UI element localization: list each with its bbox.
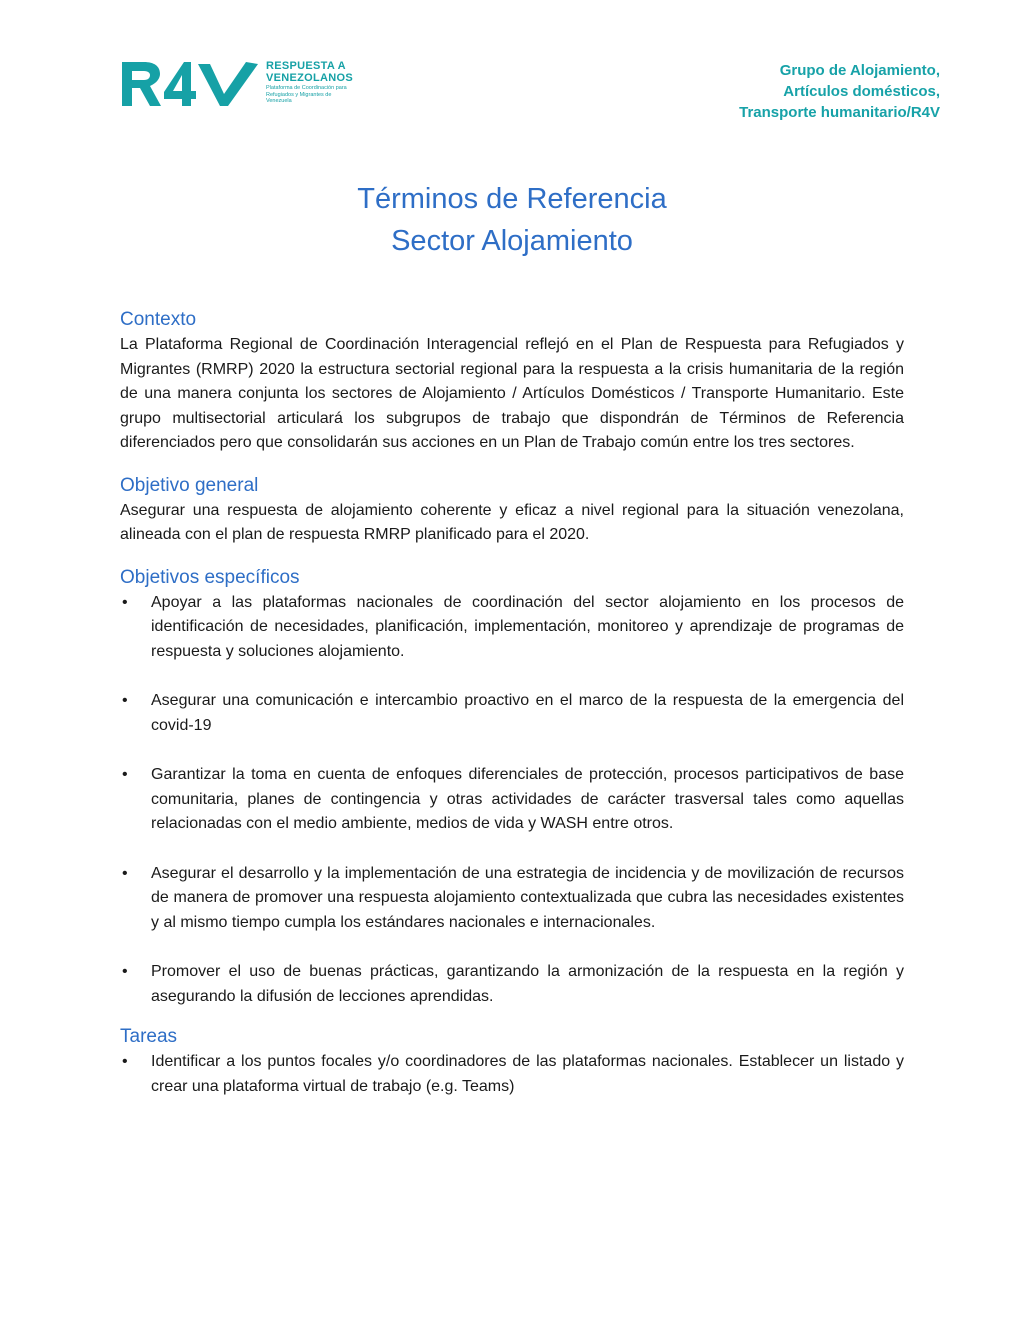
section-heading: Tareas — [120, 1026, 178, 1047]
bullet-icon: • — [122, 593, 128, 611]
list-item: • Garantizar la toma en cuenta de enfoques diferenciales de protección, procesos participativos de base comunitaria, planes de contingencia y otras actividades de carácter trasversal tales como aquellas relacionadas con el medio ambiente, medios de vida y WASH entre otros. — [120, 763, 904, 837]
section-heading: Objetivo general — [120, 474, 259, 496]
section-paragraph: La Plataforma Regional de Coordinación Interagencial reflejó en el Plan de Respuesta para Refugiados y Migrantes (RMRP) 2020 la estructura sectorial regional para la respuesta a la crisis humanitaria de la región de una manera conjunta los sectores de Alojamiento / Artículos Domésticos / Transporte Humanitario. Este grupo multisectorial articulará los subgrupos de trabajo que dispondrán de Términos de Referencia diferenciados pero que consolidarán sus acciones en un Plan de Trabajo común entre los tres sectores. — [120, 336, 904, 451]
section-tareas — [120, 1023, 904, 1099]
r4v-logo-mark-icon — [120, 58, 260, 110]
document-body — [120, 306, 904, 1124]
title-line-2: Sector Alojamiento — [391, 225, 633, 257]
header-line-1: Grupo de Alojamiento, — [779, 62, 940, 79]
section-heading: Contexto — [120, 309, 197, 330]
header-line-3: Transporte humanitario/R4V — [739, 104, 940, 121]
r4v-logo — [120, 58, 353, 110]
bullet-icon: • — [122, 963, 128, 980]
objectives-list — [120, 591, 904, 1010]
logo-subtitle: Plataforma de Coordinación para Refugiados y Migrantes de Venezuela — [266, 85, 347, 104]
section-contexto — [120, 306, 904, 456]
tasks-list — [120, 1050, 904, 1099]
list-item: • Apoyar a las plataformas nacionales de coordinación del sector alojamiento en los procesos de identificación de necesidades, planificación, implementación, monitoreo y aprendizaje de programas de respuesta y soluciones alojamiento. — [120, 591, 904, 665]
logo-line-1: RESPUESTA A — [266, 60, 346, 72]
bullet-icon: • — [122, 766, 128, 783]
bullet-icon: • — [122, 864, 128, 882]
section-objetivo-general — [120, 472, 904, 548]
bullet-icon: • — [122, 692, 128, 709]
logo-line-2: VENEZOLANOS — [266, 72, 354, 84]
list-item: • Asegurar el desarrollo y la implementación de una estrategia de incidencia y de movilización de recursos de manera de promover una respuesta alojamiento contextualizada que cubra las necesidades existentes y al mismo tiempo cumpla los estándares nacionales e internacionales. — [120, 862, 904, 936]
section-heading: Objetivos específicos — [120, 566, 300, 588]
list-item: • Promover el uso de buenas prácticas, garantizando la armonización de la respuesta en la región y asegurando la difusión de lecciones aprendidas. — [120, 960, 904, 1009]
section-objetivos-especificos — [120, 564, 904, 1010]
document-title — [0, 178, 1024, 262]
header-group-name — [739, 60, 940, 123]
header-line-2: Artículos domésticos, — [783, 83, 940, 100]
list-item: • Identificar a los puntos focales y/o coordinadores de las plataformas nacionales. Establecer un listado y crear una plataforma virtual de trabajo (e.g. Teams) — [120, 1050, 904, 1099]
list-item: • Asegurar una comunicación e intercambio proactivo en el marco de la respuesta de la emergencia del covid-19 — [120, 689, 904, 738]
section-paragraph: Asegurar una respuesta de alojamiento coherente y eficaz a nivel regional para la situación venezolana, alineada con el plan de respuesta RMRP planificado para el 2020. — [120, 501, 904, 543]
bullet-icon: • — [122, 1053, 128, 1070]
title-line-1: Términos de Referencia — [357, 183, 667, 215]
